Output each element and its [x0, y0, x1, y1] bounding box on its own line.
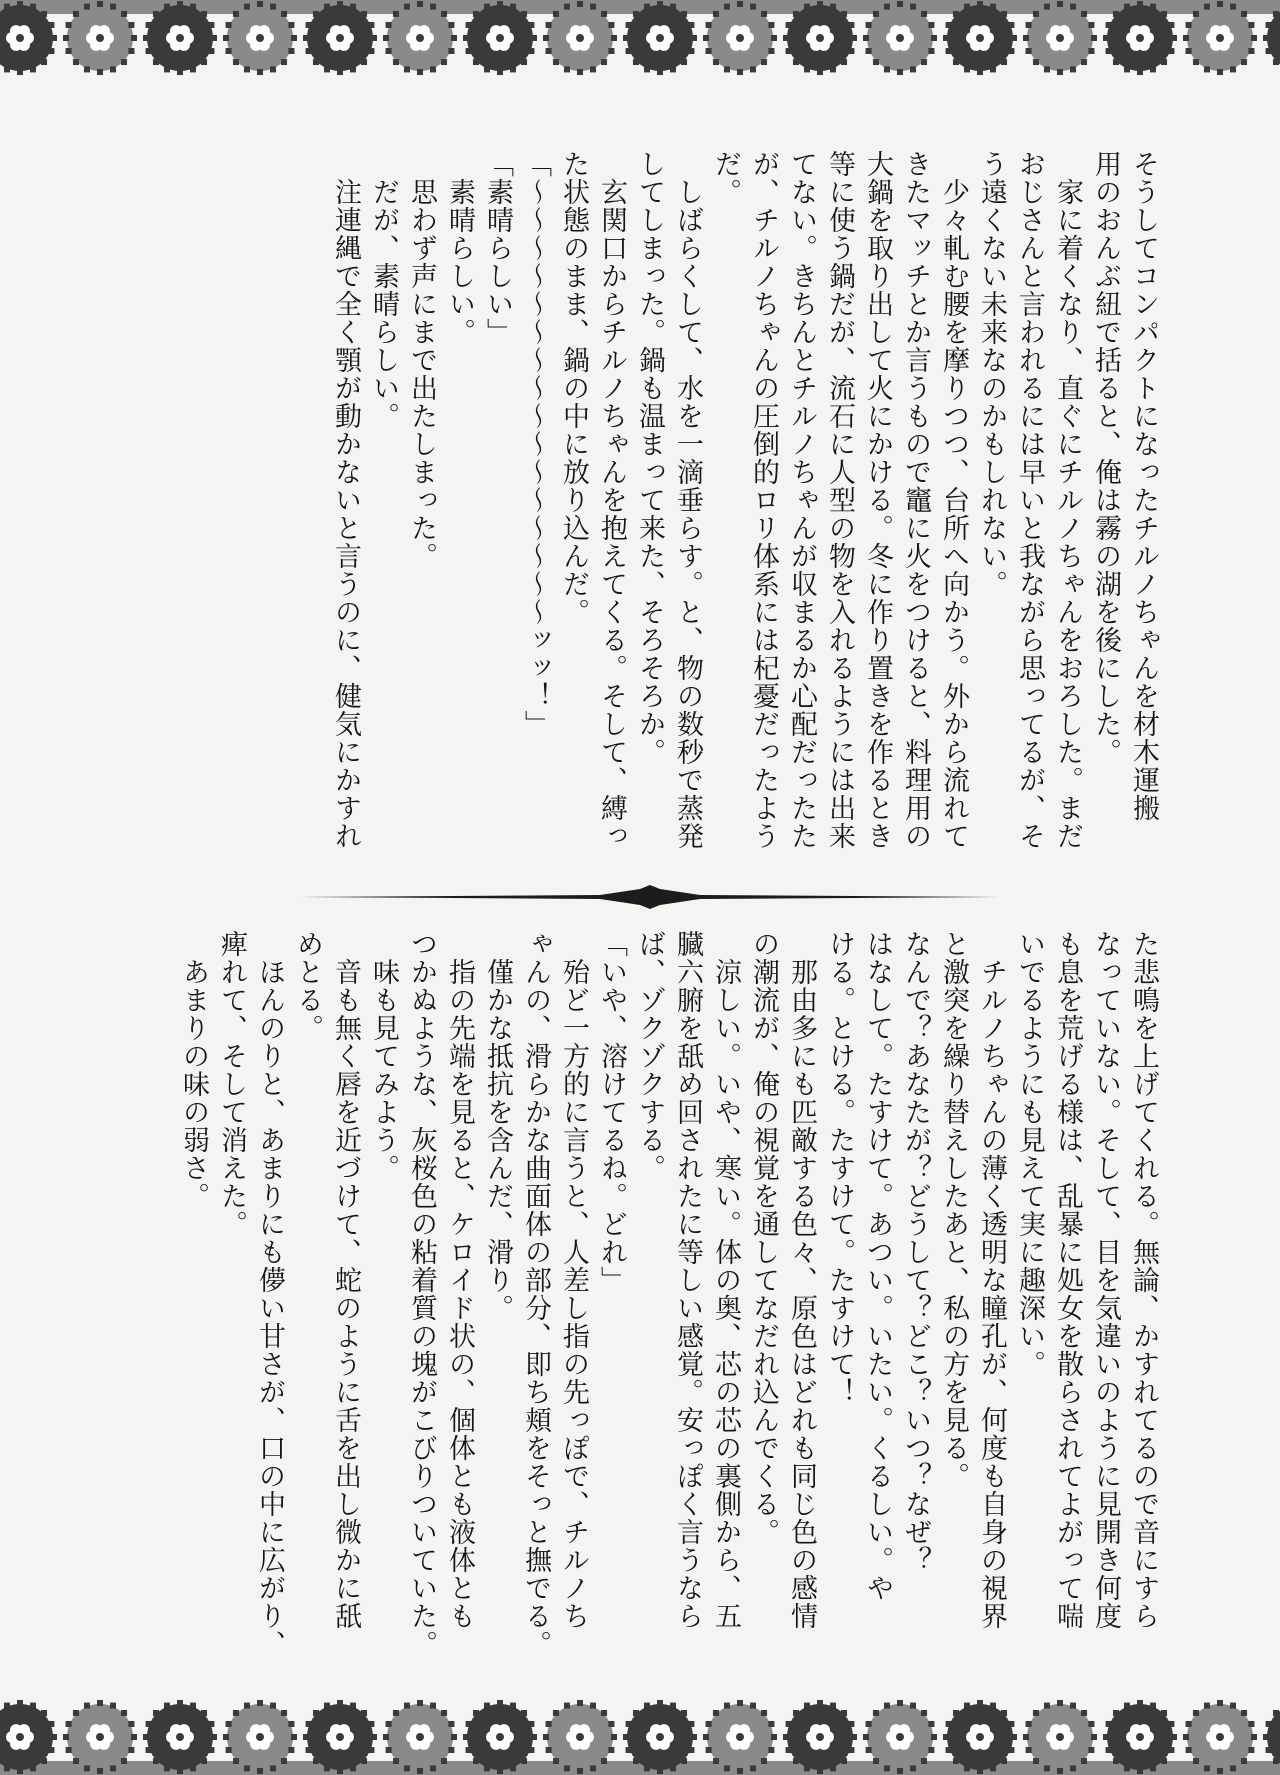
text-column: 用のおんぶ紐で括ると、俺は霧の湖を後にした。 — [1090, 150, 1121, 766]
text-column: あまりの味の弱さ。 — [178, 930, 209, 1210]
flower-ornament — [303, 1700, 377, 1774]
text-column: つかぬような、灰桜色の粘着質の塊がこびりついていた。 — [406, 930, 437, 1658]
text-column: 痺れて、そして消えた。 — [216, 930, 247, 1238]
flower-band-top — [0, 0, 1280, 78]
flower-ornament — [543, 1700, 617, 1774]
flower-ornament — [623, 1700, 697, 1774]
text-column: 殆ど一方的に言うと、人差し指の先っぽで、チルノち — [558, 930, 589, 1630]
text-column: 家に着くなり、直ぐにチルノちゃんをおろした。まだ — [1052, 150, 1083, 850]
text-column: ゃんの、滑らかな曲面体の部分、即ち頬をそっと撫でる。 — [520, 930, 551, 1658]
text-column: 「〜〜〜〜〜〜〜〜〜〜〜〜〜〜〜〜ッッ！」 — [520, 150, 551, 738]
text-column: う遠くない未来なのかもしれない。 — [976, 150, 1007, 598]
text-column: 等に使う鍋だが、流石に人型の物を入れるようには出来 — [824, 150, 855, 850]
flower-ornament — [1183, 1, 1257, 75]
lower-text-block — [132, 930, 1162, 1658]
text-column: てない。きちんとチルノちゃんが収まるか心配だったた — [786, 150, 817, 850]
divider-rule — [300, 885, 1000, 909]
flower-ornament — [383, 1700, 457, 1774]
text-column: が、チルノちゃんの圧倒的ロリ体系には杞憂だったよう — [748, 150, 779, 850]
text-column: 「素晴らしい」 — [482, 150, 513, 346]
text-column: なっていない。そして、目を気違いのように見開き何度 — [1090, 930, 1121, 1630]
text-column: だが、素晴らしい。 — [368, 150, 399, 430]
text-column: 臓六腑を舐め回されたに等しい感覚。安っぽく言うなら — [672, 930, 703, 1630]
text-column: 思わず声にまで出たしまった。 — [406, 150, 437, 570]
bottom-border-decoration — [0, 1697, 1280, 1775]
flower-ornament — [1023, 1, 1097, 75]
text-column: きたマッチとか言うもので竈に火をつけると、料理用の — [900, 150, 931, 850]
flower-ornament — [543, 1, 617, 75]
text-column: 素晴らしい。 — [444, 150, 475, 346]
text-column: た悲鳴を上げてくれる。無論、かすれてるので音にすら — [1128, 930, 1159, 1630]
flower-ornament — [303, 1, 377, 75]
flower-ornament — [143, 1, 217, 75]
text-column: 味も見てみよう。 — [368, 930, 399, 1182]
upper-text-block — [132, 150, 1162, 870]
flower-ornament — [703, 1700, 777, 1774]
text-column: ば、ゾクゾクする。 — [634, 930, 665, 1182]
flower-ornament — [943, 1700, 1017, 1774]
text-column: チルノちゃんの薄く透明な瞳孔が、何度も自身の視界 — [976, 930, 1007, 1630]
text-column: 少々軋む腰を摩りつつ、台所へ向かう。外から流れて — [938, 150, 969, 850]
text-column: なんで？あなたが？どうして？どこ？いつ？なぜ？ — [900, 930, 931, 1574]
flower-ornament — [383, 1, 457, 75]
text-column: いでるようにも見えて実に趣深い。 — [1014, 930, 1045, 1378]
flower-ornament — [783, 1700, 857, 1774]
text-column: た状態のまま、鍋の中に放り込んだ。 — [558, 150, 589, 626]
text-column: 音も無く唇を近づけて、蛇のように舌を出し微かに舐 — [330, 930, 361, 1630]
flower-ornament — [1023, 1700, 1097, 1774]
flower-ornament — [943, 1, 1017, 75]
top-border-decoration — [0, 0, 1280, 78]
text-column: してしまった。鍋も温まって来た、そろそろか。 — [634, 150, 665, 766]
flower-ornament — [223, 1, 297, 75]
flower-ornament — [863, 1, 937, 75]
flower-band-bottom — [0, 1697, 1280, 1775]
flower-ornament — [783, 1, 857, 75]
flower-ornament — [1103, 1, 1177, 75]
text-column: おじさんと言われるには早いと我ながら思ってるが、そ — [1014, 150, 1045, 850]
text-column: も息を荒げる様は、乱暴に処女を散らされてよがって喘 — [1052, 930, 1083, 1630]
flower-ornament — [63, 1700, 137, 1774]
flower-ornament — [1183, 1700, 1257, 1774]
text-column: の潮流が、俺の視覚を通してなだれ込んでくる。 — [748, 930, 779, 1546]
text-column: 「いや、溶けてるね。どれ」 — [596, 930, 627, 1294]
text-column: 大鍋を取り出して火にかける。冬に作り置きを作るとき — [862, 150, 893, 850]
flower-ornament — [63, 1, 137, 75]
text-column: ほんのりと、あまりにも儚い甘さが、口の中に広がり、 — [254, 930, 285, 1658]
flower-ornament — [703, 1, 777, 75]
text-column: はなして。たすけて。あつい。いたい。くるしい。や — [862, 930, 893, 1602]
text-column: と激突を繰り替えしたあと、私の方を見る。 — [938, 930, 969, 1490]
text-column: そうしてコンパクトになったチルノちゃんを材木運搬 — [1128, 150, 1159, 822]
text-column: だ。 — [710, 150, 741, 206]
text-column: ける。とける。たすけて。たすけて！ — [824, 930, 855, 1406]
text-column: めとる。 — [292, 930, 323, 1042]
text-column: 僅かな抵抗を含んだ、滑り。 — [482, 930, 513, 1322]
flower-ornament — [463, 1700, 537, 1774]
flower-ornament — [1103, 1700, 1177, 1774]
text-column: しばらくして、水を一滴垂らす。と、物の数秒で蒸発 — [672, 150, 703, 850]
flower-ornament — [223, 1700, 297, 1774]
flower-ornament — [623, 1, 697, 75]
text-column: 那由多にも匹敵する色々、原色はどれも同じ色の感情 — [786, 930, 817, 1630]
text-column: 玄関口からチルノちゃんを抱えてくる。そして、縛っ — [596, 150, 627, 850]
flower-ornament — [863, 1700, 937, 1774]
text-column: 注連縄で全く顎が動かないと言うのに、健気にかすれ — [330, 150, 361, 850]
text-column: 涼しい。いや、寒い。体の奥、芯の芯の裏側から、五 — [710, 930, 741, 1630]
flower-ornament — [463, 1, 537, 75]
text-column: 指の先端を見ると、ケロイド状の、個体とも液体とも — [444, 930, 475, 1630]
flower-ornament — [143, 1700, 217, 1774]
